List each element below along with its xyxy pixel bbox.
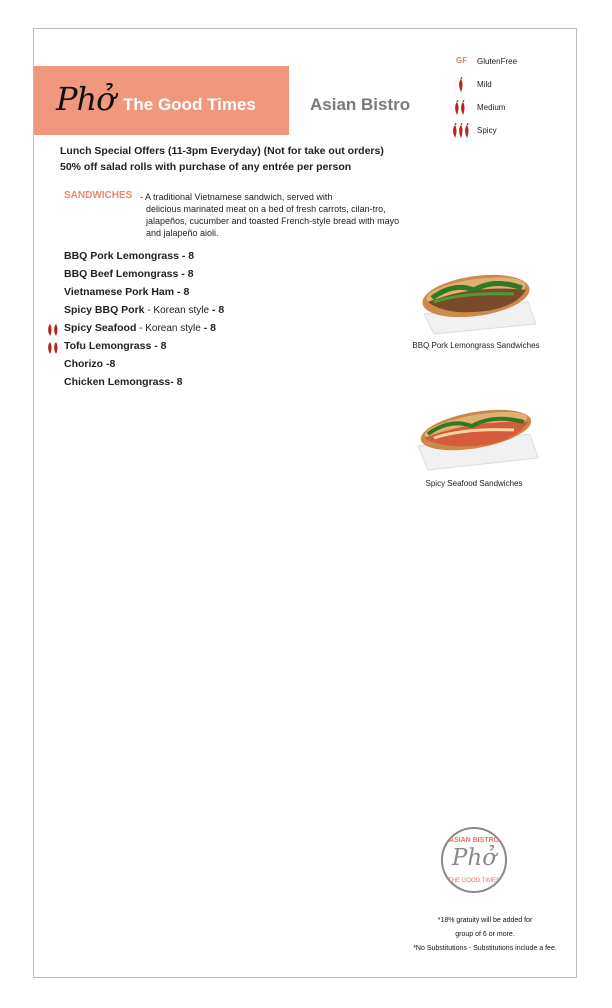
menu-item	[64, 322, 224, 340]
stamp-script-text: Phở	[451, 845, 497, 871]
pepper-icon	[452, 77, 474, 93]
menu-item-name: Tofu Lemongrass - 8	[64, 340, 167, 352]
menu-item-name: Chorizo -8	[64, 358, 116, 370]
sandwich-photo	[410, 400, 540, 472]
sandwich-photo	[414, 262, 538, 336]
menu-item	[64, 358, 224, 376]
menu-item-name: Spicy BBQ Pork	[64, 304, 145, 316]
footnote-substitutions: *No Substitutions - Substitutions include a fee.	[413, 945, 557, 952]
legend-label: Spicy	[477, 126, 497, 135]
menu-item-note: - Korean style	[144, 305, 210, 316]
pepper-icon	[452, 123, 474, 139]
stamp-bottom-text: THE GOOD TIMES	[448, 878, 500, 884]
legend-row-gluten-free	[452, 54, 572, 77]
menu-item-name: Vietnamese Pork Ham - 8	[64, 286, 190, 298]
spice-legend	[452, 54, 572, 146]
menu-item-price: - 8	[209, 304, 225, 316]
menu-item-name: Chicken Lemongrass- 8	[64, 376, 183, 388]
bistro-stamp-logo	[441, 827, 507, 893]
menu-item	[64, 304, 224, 322]
tagline: Asian Bistro	[310, 95, 411, 114]
menu-item-name: BBQ Pork Lemongrass - 8	[64, 250, 195, 262]
footnote-gratuity: *18% gratuity will be added for	[437, 917, 533, 924]
menu-item-price: - 8	[200, 322, 217, 334]
lunch-line-1: Lunch Special Offers (11-3pm Everyday) (Not for take out orders)	[60, 145, 384, 157]
legend-row-mild	[452, 77, 572, 100]
footnote-group: group of 6 or more.	[455, 931, 515, 938]
menu-item	[64, 376, 224, 394]
menu-item	[64, 286, 224, 304]
pepper-icon	[46, 341, 60, 355]
section-description: delicious marinated meat on a bed of fresh carrots, cilan-tro, jalapeños, cucumber and toasted French-style bread with mayo and jalapeño aioli.	[146, 204, 400, 238]
menu-item	[64, 268, 224, 286]
photo-caption: Spicy Seafood Sandwiches	[425, 479, 523, 488]
section-title: SANDWICHES	[64, 190, 133, 201]
gf-mark: GF	[456, 56, 468, 65]
logo-script	[56, 80, 114, 118]
menu-item-name: Spicy Seafood	[64, 322, 137, 334]
legend-label: Medium	[477, 103, 506, 112]
menu-item	[64, 340, 224, 358]
legend-label: GlutenFree	[477, 57, 518, 66]
logo-script-text: Phở	[56, 80, 115, 118]
menu-list	[64, 250, 224, 394]
legend-label: Mild	[477, 80, 492, 89]
section-description-first: - A traditional Vietnamese sandwich, served with	[140, 192, 333, 202]
menu-item-name: BBQ Beef Lemongrass - 8	[64, 268, 194, 280]
pepper-icon	[452, 100, 474, 116]
gf-icon	[452, 54, 474, 70]
menu-item-note: - Korean style	[136, 323, 201, 334]
photo-caption: BBQ Pork Lemongrass Sandwiches	[412, 341, 540, 350]
menu-item	[64, 250, 224, 268]
brand-name: The Good Times	[123, 95, 256, 114]
legend-row-medium	[452, 100, 572, 123]
legend-row-spicy	[452, 123, 572, 146]
stamp-top-text: ASIAN BISTRO	[448, 837, 500, 844]
lunch-special	[60, 143, 384, 175]
lunch-line-2: 50% off salad rolls with purchase of any entrée per person	[60, 161, 352, 173]
pepper-icon	[46, 323, 60, 337]
